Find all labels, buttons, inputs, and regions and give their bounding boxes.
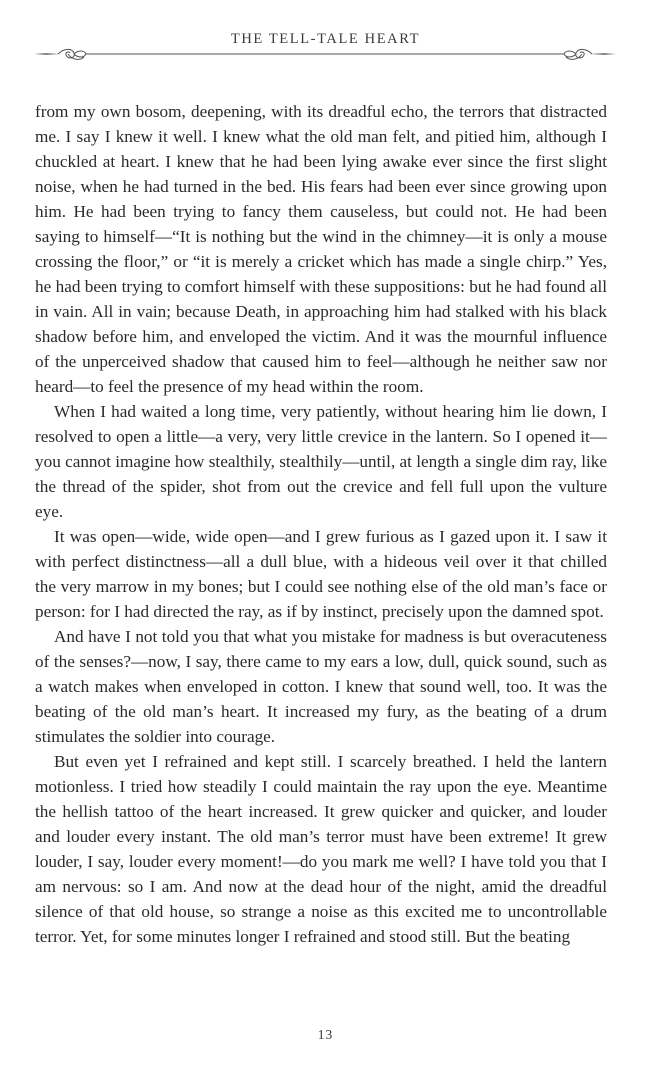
decorative-rule — [34, 44, 616, 64]
paragraph-1: from my own bosom, deepening, with its dreadful echo, the terrors that distracted me. I say I knew it well. I knew what the old man felt, and pitied him, although I chuckled at heart. I knew that he had been lying awake ever since the first slight noise, when he had turned in the bed. His fears had been ever since growing upon him. He had been trying to fancy them causeless, but could not. He had been saying to himself—“It is nothing but the wind in the chimney—it is only a mouse crossing the floor,” or “it is merely a cricket which has made a single chirp.” Yes, he had been trying to comfort himself with these suppositions: but he had found all in vain. All in vain; because Death, in approaching him had stalked with his black shadow before him, and enveloped the victim. And it was the mournful influence of the unperceived shadow that caused him to feel—although he neither saw nor heard—to feel the presence of my head within the room. — [35, 102, 607, 396]
paragraph-3: It was open—wide, wide open—and I grew furious as I gazed upon it. I saw it with perfect distinctness—all a dull blue, with a hideous veil over it that chilled the very marrow in my bones; but I could see nothing else of the old man’s face or person: for I had directed the ray, as if by instinct, precisely upon the damned spot. — [35, 527, 607, 621]
paragraph-5: But even yet I refrained and kept still. I scarcely breathed. I held the lantern motionless. I tried how steadily I could maintain the ray upon the eye. Meantime the hellish tattoo of the heart increased. It grew quicker and quicker, and louder and louder every instant. The old man’s terror must have been extreme! It grew louder, I say, louder every moment!—do you mark me well? I have told you that I am nervous: so I am. And now at the dead hour of the night, amid the dreadful silence of that old house, so strange a noise as this excited me to uncontrollable terror. Yet, for some minutes longer I refrained and stood still. But the beating — [35, 752, 607, 946]
page-number: 13 — [317, 1027, 334, 1042]
right-flourish-icon — [564, 49, 592, 59]
left-flourish-icon — [58, 49, 86, 59]
running-head-title: THE TELL-TALE HEART — [230, 31, 421, 47]
paragraph-2: When I had waited a long time, very patiently, without hearing him lie down, I resolved to open a little—a very, very little crevice in the lantern. So I opened it—you cannot imagine how stealthily, stealthily—until, at length a single dim ray, like the thread of the spider, shot from out the crevice and fell full upon the vulture eye. — [35, 402, 608, 521]
paragraph-4: And have I not told you that what you mistake for madness is but overacuteness of the senses?—now, I say, there came to my ears a low, dull, quick sound, such as a watch makes when enveloped in cotton. I knew that sound well, too. It was the beating of the old man’s heart. It increased my fury, as the beating of a drum stimulates the soldier into courage. — [35, 627, 607, 746]
body-text — [35, 99, 607, 949]
